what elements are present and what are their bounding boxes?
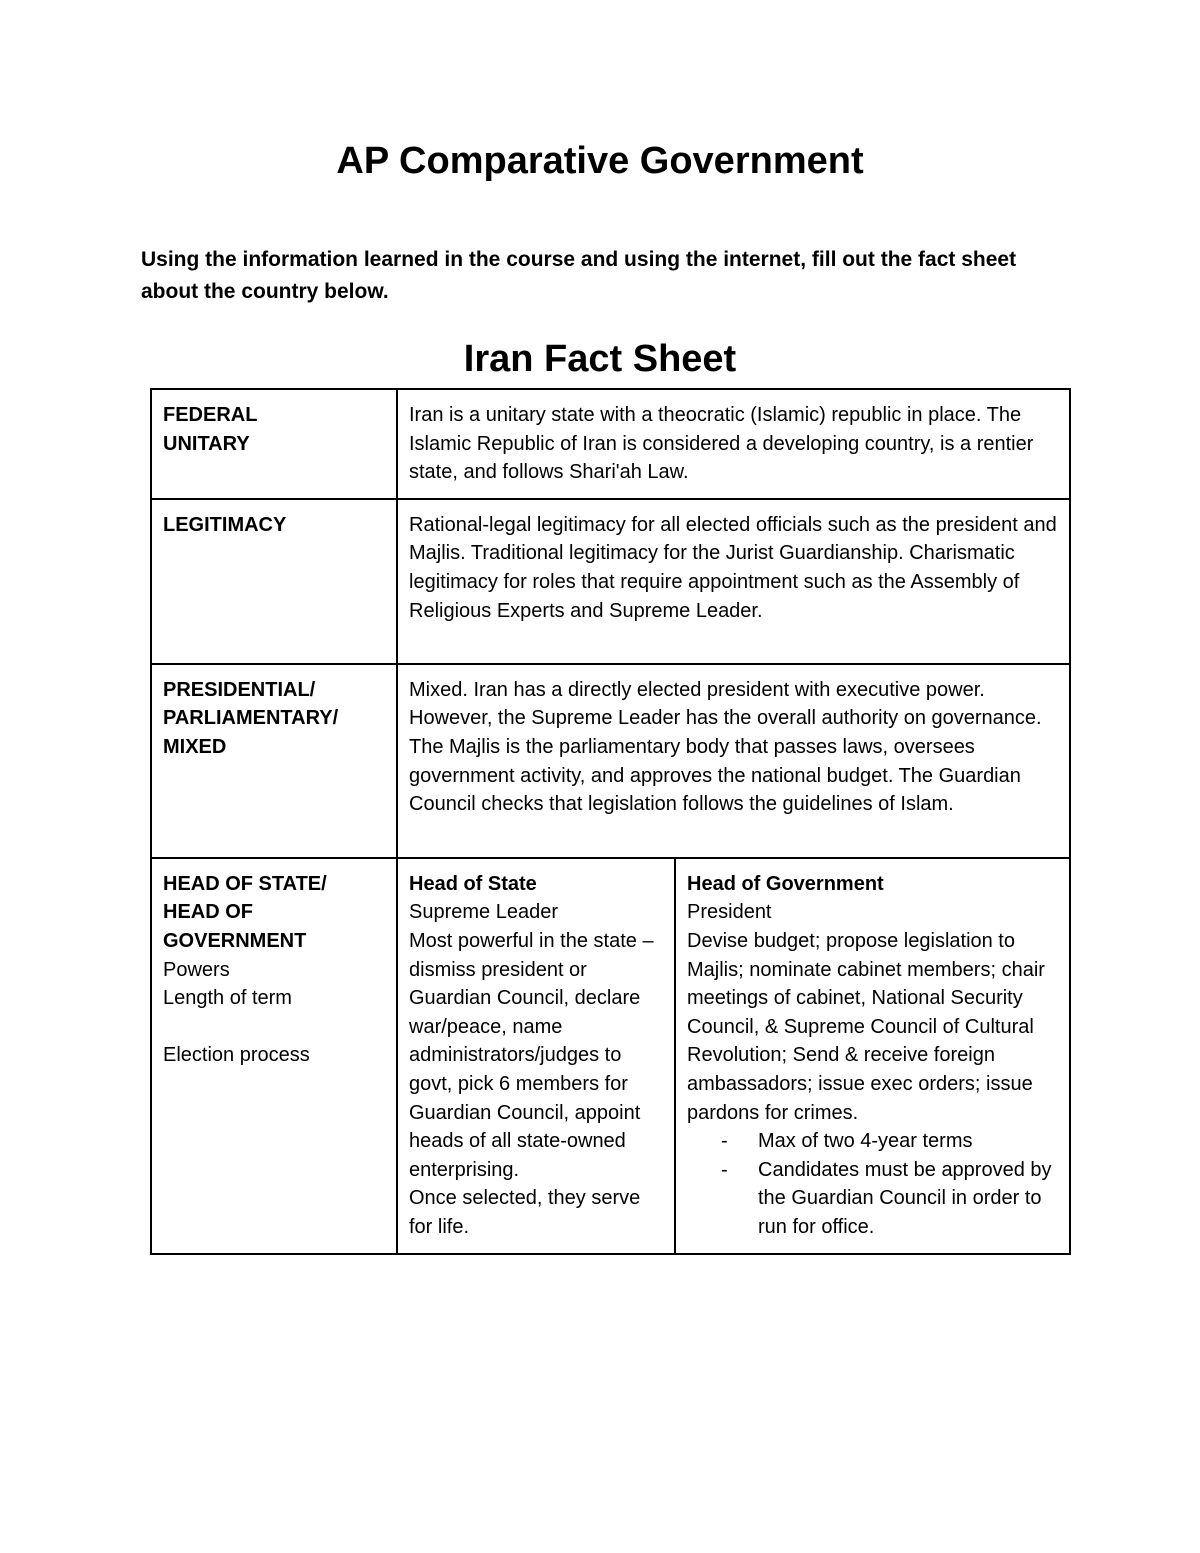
label-legitimacy: LEGITIMACY [163, 513, 287, 536]
head-of-state-cell [397, 858, 675, 1254]
dash-marker: - [721, 1130, 728, 1153]
label-government: GOVERNMENT [163, 929, 307, 952]
label-head-of-state: HEAD OF STATE/ [163, 872, 327, 895]
label-mixed: MIXED [163, 735, 227, 758]
fact-sheet-title: Iran Fact Sheet [463, 338, 737, 380]
spacer [163, 1013, 386, 1042]
label-head-of: HEAD OF [163, 901, 253, 924]
row-head [151, 858, 1070, 1254]
head-of-state-term: Once selected, they serve for life. [409, 1187, 641, 1238]
sub-label-election: Election process [163, 1044, 310, 1067]
row-federal-unitary [151, 389, 1070, 499]
head-of-state-office: Supreme Leader [409, 901, 558, 924]
head-of-state-heading: Head of State [409, 872, 537, 895]
label-cell-head [151, 858, 397, 1254]
content-federal-unitary: Iran is a unitary state with a theocratic (Islamic) republic in place. The Islamic Republic of Iran is considered a developing country, is a rentier state, and follows Shari'ah Law. [397, 389, 1070, 499]
head-of-government-powers: Devise budget; propose legislation to Majlis; nominate cabinet members; chair meetings of cabinet, National Security Council, & Supreme Council of Cultural Revolution; Send & receive foreign ambassadors; issue exec orders; issue pardons for crimes. [687, 929, 1045, 1124]
instructions: Using the information learned in the course and using the internet, fill out the fact sheet about the country below. [141, 248, 1017, 303]
head-of-government-bullets [687, 1127, 1059, 1241]
label-cell-system [151, 664, 397, 858]
page-title: AP Comparative Government [336, 140, 864, 182]
list-item [687, 1127, 1059, 1156]
sub-label-powers: Powers [163, 958, 230, 981]
head-of-government-heading: Head of Government [687, 872, 884, 895]
label-federal: FEDERAL [163, 404, 258, 426]
label-parliamentary: PARLIAMENTARY/ [163, 707, 339, 730]
dash-marker: - [721, 1158, 728, 1181]
label-cell-federal-unitary [151, 389, 397, 499]
head-of-government-cell [675, 858, 1070, 1254]
fact-sheet-table [150, 388, 1071, 1255]
label-cell-legitimacy [151, 499, 397, 664]
list-item [687, 1156, 1059, 1242]
head-of-government-office: President [687, 901, 772, 924]
label-unitary: UNITARY [163, 432, 250, 455]
content-legitimacy: Rational-legal legitimacy for all elected officials such as the president and Majlis. Traditional legitimacy for the Jurist Guardianship. Charismatic legitimacy for roles that require appointment such as the Assembly of Religious Experts and Supreme Leader. [397, 499, 1070, 664]
row-system [151, 664, 1070, 858]
sub-label-term: Length of term [163, 987, 292, 1010]
head-of-state-powers: Most powerful in the state – dismiss president or Guardian Council, declare war/peace, name administrators/judges to govt, pick 6 members for Guardian Council, appoint heads of all state-owned enterprising. [409, 929, 654, 1181]
content-system: Mixed. Iran has a directly elected president with executive power. However, the Supreme Leader has the overall authority on governance. The Majlis is the parliamentary body that passes laws, oversees government activity, and approves the national budget. The Guardian Council checks that legislation follows the guidelines of Islam. [397, 664, 1070, 858]
bullet-term-limit: Max of two 4-year terms [758, 1130, 973, 1153]
row-legitimacy [151, 499, 1070, 664]
bullet-candidate-approval: Candidates must be approved by the Guardian Council in order to run for office. [758, 1158, 1052, 1238]
label-presidential: PRESIDENTIAL/ [163, 678, 316, 701]
